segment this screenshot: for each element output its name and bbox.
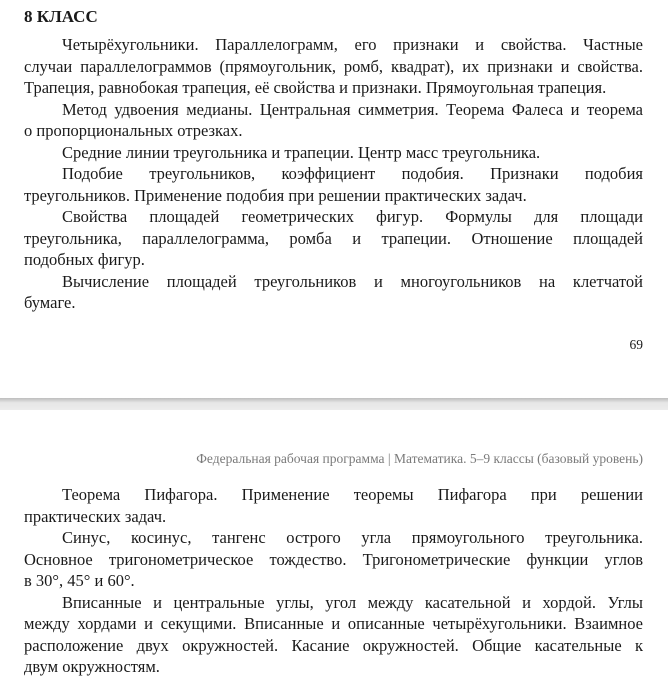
paragraph bbox=[24, 99, 643, 142]
text-line: Метод удвоения медианы. Центральная симметрия. Теорема Фалеса и теорема bbox=[62, 99, 643, 119]
section-heading: 8 КЛАСС bbox=[24, 7, 98, 26]
page-separator bbox=[0, 398, 668, 410]
paragraph bbox=[24, 527, 643, 592]
text-line: Основное тригонометрическое тождество. Тригонометрические функции углов bbox=[24, 549, 643, 569]
text-line: Вычисление площадей треугольников и многоугольников на клетчатой bbox=[62, 271, 643, 291]
text-line: треугольника, параллелограмма, ромба и трапеции. Отношение площадей bbox=[24, 228, 643, 248]
text-line: Четырёхугольники. Параллелограмм, его признаки и свойства. Частные bbox=[62, 35, 643, 54]
text-line: случаи параллелограммов (прямоугольник, ромб, квадрат), их признаки и свойства. bbox=[24, 56, 643, 76]
text-line: Свойства площадей геометрических фигур. Формулы для площади bbox=[62, 207, 643, 226]
page1-body bbox=[24, 34, 643, 314]
text-line: между хордами и секущими. Вписанные и описанные четырёхугольники. Взаимное bbox=[24, 614, 643, 633]
paragraph bbox=[24, 206, 643, 271]
text-line: расположение двух окружностей. Касание окружностей. Общие касательные к bbox=[24, 635, 643, 655]
text-line: Трапеция, равнобокая трапеция, её свойства и признаки. Прямоугольная трапеция. bbox=[24, 78, 607, 97]
paragraph bbox=[24, 592, 643, 678]
text-line: Вписанные и центральные углы, угол между касательной и хордой. Углы bbox=[62, 592, 643, 612]
text-line: подобных фигур. bbox=[24, 250, 145, 269]
document-page-70 bbox=[0, 410, 668, 682]
paragraph bbox=[24, 34, 643, 99]
page2-body bbox=[24, 484, 643, 678]
paragraph bbox=[24, 271, 643, 314]
text-line: треугольников. Применение подобия при решении практических задач. bbox=[24, 185, 527, 205]
text-line: Средние линии треугольника и трапеции. Центр масс треугольника. bbox=[62, 142, 541, 162]
text-line: бумаге. bbox=[24, 293, 76, 312]
paragraph bbox=[24, 484, 643, 527]
text-line: практических задач. bbox=[24, 506, 167, 526]
paragraph bbox=[24, 142, 643, 164]
paragraph bbox=[24, 163, 643, 206]
text-line: Теорема Пифагора. Применение теоремы Пифагора при решении bbox=[62, 485, 643, 504]
text-line: Синус, косинус, тангенс острого угла прямоугольного треугольника. bbox=[62, 528, 643, 547]
text-line: о пропорциональных отрезках. bbox=[24, 121, 243, 140]
page-number: 69 bbox=[629, 337, 643, 352]
text-line: двум окружностям. bbox=[24, 657, 160, 676]
text-line: в 30°, 45° и 60°. bbox=[24, 571, 135, 590]
running-header: Федеральная рабочая программа | Математика. 5–9 классы (базовый уровень) bbox=[196, 451, 643, 466]
text-line: Подобие треугольников, коэффициент подобия. Признаки подобия bbox=[62, 164, 643, 183]
